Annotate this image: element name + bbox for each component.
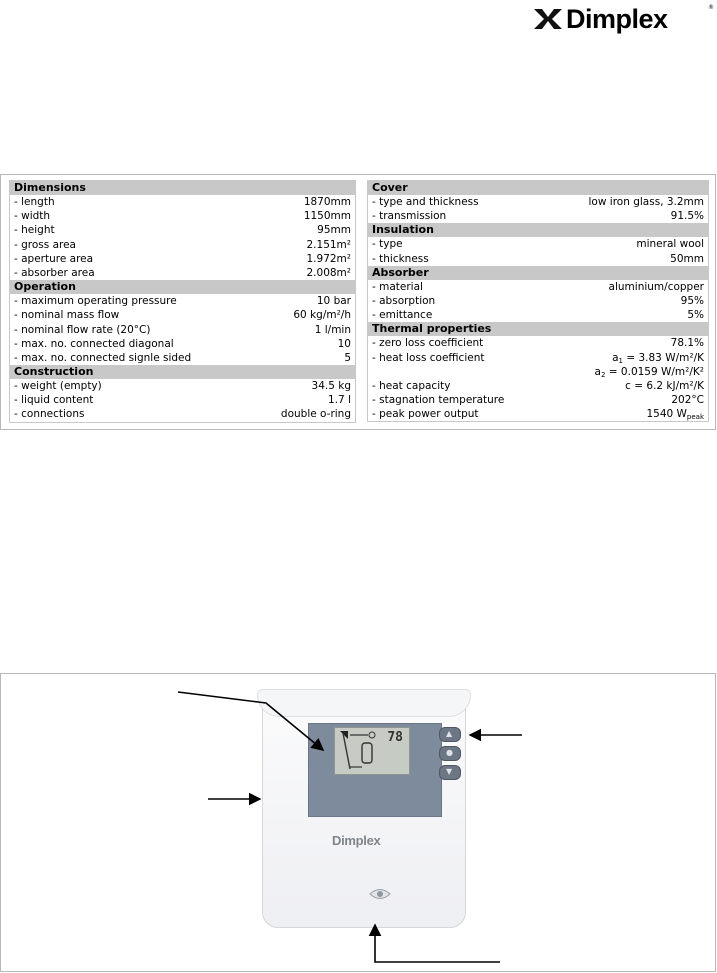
section-header-absorber: Absorber bbox=[368, 266, 708, 280]
registered-mark: ® bbox=[708, 4, 714, 11]
section-header-insulation: Insulation bbox=[368, 223, 708, 237]
spec-row: - nominal flow rate (20°C) 1 l/min bbox=[14, 323, 351, 336]
spec-row: - type mineral wool bbox=[372, 238, 704, 251]
spec-row: - height 95mm bbox=[14, 224, 351, 237]
spec-row: - gross area 2.151m² bbox=[14, 238, 351, 251]
section-header-operation: Operation bbox=[10, 280, 355, 294]
section-header-construction: Construction bbox=[10, 365, 355, 379]
spec-row-continued: $a_2 = 0.0159$ W/m²/K² bbox=[594, 365, 704, 379]
spec-row: - max. no. connected diagonal 10 bbox=[14, 337, 351, 350]
device-brand-label: Dimplex bbox=[332, 833, 381, 848]
spec-row: - absorber area 2.008m² bbox=[14, 266, 351, 279]
spec-row: - connections double o-ring bbox=[14, 408, 351, 421]
spec-row: - length 1870mm bbox=[14, 196, 351, 208]
section-header-cover: Cover bbox=[368, 181, 708, 195]
spec-row: - material aluminium/copper bbox=[372, 280, 704, 293]
set-icon: ● bbox=[446, 748, 453, 757]
spec-row: - thickness 50mm bbox=[372, 252, 704, 265]
spec-row: - stagnation temperature 202°C bbox=[372, 394, 704, 407]
spec-row: - absorption 95% bbox=[372, 294, 704, 307]
arrow-sensor bbox=[375, 925, 500, 962]
temperature-readout: 78 bbox=[387, 730, 403, 745]
spec-table-left bbox=[9, 180, 356, 423]
spec-row: - maximum operating pressure 10 bar bbox=[14, 295, 351, 308]
up-arrow-icon: ▲ bbox=[446, 729, 453, 738]
spec-row: - max. no. connected signle sided 5 bbox=[14, 351, 351, 364]
callout-arrows bbox=[0, 673, 717, 973]
spec-row: - liquid content 1.7 l bbox=[14, 394, 351, 407]
spec-row: - nominal mass flow 60 kg/m²/h bbox=[14, 309, 351, 322]
spec-row: - aperture area 1.972m² bbox=[14, 252, 351, 265]
arrow-display bbox=[178, 692, 323, 750]
spec-table-right bbox=[367, 180, 709, 422]
dimplex-mark-icon bbox=[532, 7, 564, 31]
spec-row: - zero loss coefficient 78.1% bbox=[372, 337, 704, 350]
section-header-thermal: Thermal properties bbox=[368, 322, 708, 336]
dimplex-logo bbox=[532, 3, 712, 35]
spec-row: - heat loss coefficient $a_1 = 3.83$ W/m²/K bbox=[372, 351, 704, 365]
brand-name: Dimplex bbox=[566, 4, 668, 34]
spec-row: - transmission 91.5% bbox=[372, 210, 704, 223]
spec-row: - emittance 5% bbox=[372, 309, 704, 322]
down-arrow-icon: ▼ bbox=[446, 767, 453, 776]
spec-row: - peak power output 1540 $W_{peak}$ bbox=[372, 408, 704, 422]
spec-row: - type and thickness low iron glass, 3.2mm bbox=[372, 196, 704, 208]
spec-row: - width 1150mm bbox=[14, 210, 351, 223]
spec-row: - weight (empty) 34.5 kg bbox=[14, 380, 351, 393]
spec-row: - heat capacity c = 6.2 kJ/m²/K bbox=[372, 379, 704, 392]
section-header-dimensions: Dimensions bbox=[10, 181, 355, 195]
